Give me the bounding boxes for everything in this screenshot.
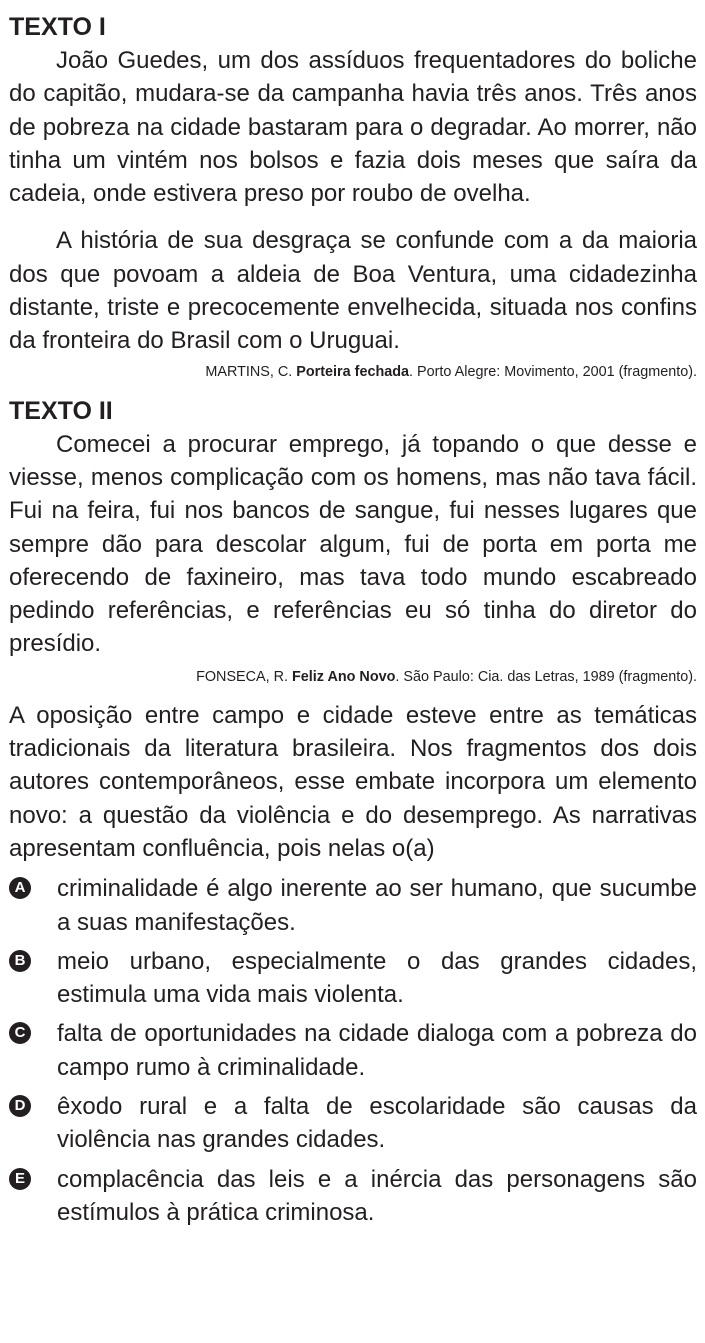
texto1-source-title: Porteira fechada xyxy=(296,363,410,380)
option-e-text: complacência das leis e a inércia das personagens são estímulos à prática criminosa. xyxy=(57,1165,697,1226)
texto2-heading: TEXTO II xyxy=(9,396,113,425)
option-c-text: falta de oportunidades na cidade dialoga com a pobreza do campo rumo à criminalidade. xyxy=(57,1020,697,1081)
question-stem: A oposição entre campo e cidade esteve entre as temáticas tradicionais da literatura brasileira. Nos fragmentos dos dois autores contemporâneos, esse embate incorpora um elemento novo: a questão da violência e do desemprego. As narrativas apresentam confluência, pois nelas o(a) xyxy=(9,701,697,862)
option-d-text: êxodo rural e a falta de escolaridade são causas da violência nas grandes cidades. xyxy=(57,1093,697,1154)
answer-options xyxy=(9,872,697,1229)
texto1-heading: TEXTO I xyxy=(9,13,106,41)
texto1-paragraph-2: A história de sua desgraça se confunde com a da maioria dos que povoam a aldeia de Boa Ventura, uma cidadezinha distante, triste e precocemente envelhecida, situada nos confins da fronteira do Brasil com o Uruguai. xyxy=(9,227,697,355)
option-b-letter-badge: B xyxy=(9,950,31,972)
option-d-letter-badge: D xyxy=(9,1095,31,1117)
option-a-letter-badge: A xyxy=(9,877,31,899)
texto2-paragraph-1: Comecei a procurar emprego, já topando o que desse e viesse, menos complicação com os homens, mas não tava fácil. Fui na feira, fui nos bancos de sangue, fui nesses lugares que sempre dão para descolar algum, fui de porta em porta me oferecendo de faxineiro, mas tava todo mundo escabreado pedindo referências, e referências eu só tinha do diretor do presídio. xyxy=(9,430,697,658)
option-b-text: meio urbano, especialmente o das grandes cidades, estimula uma vida mais violenta. xyxy=(57,947,697,1009)
texto2-source-title: Feliz Ano Novo xyxy=(292,668,396,685)
option-a[interactable] xyxy=(9,872,697,939)
option-e[interactable] xyxy=(9,1163,697,1230)
option-e-letter-badge: E xyxy=(9,1168,31,1190)
option-c-letter-badge: C xyxy=(9,1022,31,1044)
texto1-source-author: MARTINS, C. xyxy=(205,363,297,380)
texto1-paragraph-1: João Guedes, um dos assíduos frequentadores do boliche do capitão, mudara-se da campanha havia três anos. Três anos de pobreza na cidade bastaram para o degradar. Ao morrer, não tinha um vintém nos bolsos e fazia dois meses que saíra da cadeia, onde estivera preso por roubo de ovelha. xyxy=(9,47,697,208)
texto2-source-author: FONSECA, R. xyxy=(196,668,293,685)
texto1-source xyxy=(9,362,697,382)
option-a-text: criminalidade é algo inerente ao ser humano, que sucumbe a suas manifestações. xyxy=(57,875,697,936)
option-b[interactable] xyxy=(9,945,697,1012)
texto2-source xyxy=(9,667,697,687)
texto1-source-rest: . Porto Alegre: Movimento, 2001 (fragmento). xyxy=(409,363,697,380)
texto2-source-rest: . São Paulo: Cia. das Letras, 1989 (fragmento). xyxy=(395,668,697,685)
option-c[interactable] xyxy=(9,1017,697,1084)
option-d[interactable] xyxy=(9,1090,697,1157)
